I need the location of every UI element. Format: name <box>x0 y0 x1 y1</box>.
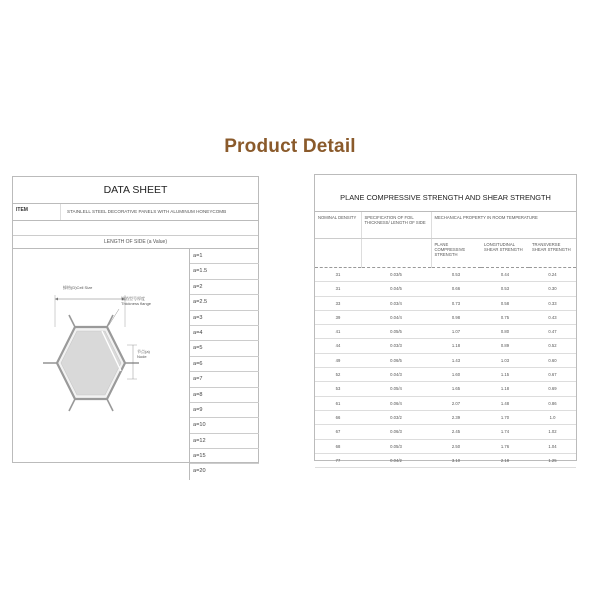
cell-nominal-density: 49 <box>315 353 361 367</box>
side-values-column <box>189 249 259 480</box>
cell-transverse-shear: 0.30 <box>529 282 576 296</box>
strength-table-title: PLANE COMPRESSIVE STRENGTH AND SHEAR STRENGTH <box>315 175 576 212</box>
cell-nominal-density: 44 <box>315 339 361 353</box>
cell-specification: 0.04/5 <box>361 282 431 296</box>
cell-longitudinal-shear: 1.03 <box>481 353 529 367</box>
header-longitudinal-shear: LONGITUDINAL SHEAR STRENGTH <box>481 239 529 268</box>
cell-nominal-density: 67 <box>315 425 361 439</box>
cell-specification: 0.04/2 <box>361 453 431 467</box>
table-row <box>315 282 576 296</box>
cell-plane-compressive: 2.39 <box>431 410 481 424</box>
side-value-cell: a=2 <box>190 280 259 295</box>
item-row <box>13 204 258 221</box>
side-value-cell: a=12 <box>190 434 259 449</box>
item-label: ITEM <box>13 204 61 220</box>
cell-transverse-shear: 0.52 <box>529 339 576 353</box>
cell-plane-compressive: 2.50 <box>431 439 481 453</box>
cell-nominal-density: 41 <box>315 325 361 339</box>
cell-longitudinal-shear: 0.89 <box>481 339 529 353</box>
cell-longitudinal-shear: 1.74 <box>481 425 529 439</box>
side-value-cell: a=3 <box>190 311 259 326</box>
cell-transverse-shear: 0.47 <box>529 325 576 339</box>
cell-longitudinal-shear: 0.53 <box>481 282 529 296</box>
cell-transverse-shear: 1.0 <box>529 410 576 424</box>
side-value-cell: a=1.5 <box>190 264 259 279</box>
cell-transverse-shear: 0.60 <box>529 353 576 367</box>
side-value-cell: a=7 <box>190 372 259 387</box>
cell-longitudinal-shear: 1.18 <box>481 382 529 396</box>
table-row <box>315 368 576 382</box>
table-row <box>315 353 576 367</box>
item-value: STAINLELL STEEL DECORATIVE PANELS WITH ALUMINUM HONEYCOMB <box>67 209 227 214</box>
cell-longitudinal-shear: 2.18 <box>481 453 529 467</box>
cell-specification: 0.03/5 <box>361 268 431 282</box>
header-plane-compressive: PLANE COMPRESSIVE STRENGTH <box>431 239 481 268</box>
cell-longitudinal-shear: 0.75 <box>481 310 529 324</box>
cell-transverse-shear: 1.04 <box>529 439 576 453</box>
cell-plane-compressive: 0.73 <box>431 296 481 310</box>
table-row <box>315 453 576 467</box>
header-nominal-density: NOMINAL DENSITY <box>315 212 361 239</box>
cell-transverse-shear: 1.02 <box>529 425 576 439</box>
cell-transverse-shear: 1.25 <box>529 453 576 467</box>
cell-longitudinal-shear: 1.76 <box>481 439 529 453</box>
side-value-cell: a=20 <box>193 468 206 475</box>
cell-nominal-density: 52 <box>315 368 361 382</box>
cell-plane-compressive: 1.43 <box>431 353 481 367</box>
data-sheet-title: DATA SHEET <box>13 177 258 204</box>
table-row <box>315 382 576 396</box>
cell-plane-compressive: 2.07 <box>431 396 481 410</box>
side-value-cell: a=8 <box>190 388 259 403</box>
cell-nominal-density: 31 <box>315 282 361 296</box>
cell-nominal-density: 66 <box>315 410 361 424</box>
side-value-cell: a=15 <box>190 449 259 464</box>
cell-specification: 0.06/4 <box>361 396 431 410</box>
table-row <box>315 396 576 410</box>
cell-longitudinal-shear: 1.70 <box>481 410 529 424</box>
cell-plane-compressive: 1.60 <box>431 368 481 382</box>
data-sheet-body <box>13 249 258 475</box>
side-value-cell: a=10 <box>190 418 259 433</box>
table-row <box>315 425 576 439</box>
header-blank <box>315 239 361 268</box>
node-label-en: Node <box>137 354 147 359</box>
length-of-side-header: LENGTH OF SIDE (a Value) <box>13 236 258 249</box>
header-transverse-shear: TRANSVERSE SHEAR STRENGTH <box>529 239 576 268</box>
strength-table <box>314 174 577 461</box>
cell-transverse-shear: 0.86 <box>529 396 576 410</box>
honeycomb-cell-diagram <box>41 279 161 419</box>
side-value-cell: a=4 <box>190 326 259 341</box>
side-value-cell: a=1 <box>190 249 259 264</box>
page-title: Product Detail <box>224 136 356 157</box>
cell-nominal-density: 39 <box>315 310 361 324</box>
table-row <box>315 325 576 339</box>
header-mechanical-property: MECHANICAL PROPERTY IN ROOM TEMPERATURE <box>431 212 576 239</box>
cell-transverse-shear: 0.43 <box>529 310 576 324</box>
table-row <box>315 339 576 353</box>
strength-data-table <box>315 212 576 468</box>
cell-plane-compressive: 0.66 <box>431 282 481 296</box>
cell-nominal-density: 68 <box>315 439 361 453</box>
thickness-label-cn: 铝箔型号厚度 <box>121 296 145 301</box>
cell-plane-compressive: 1.18 <box>431 339 481 353</box>
cell-specification: 0.03/4 <box>361 296 431 310</box>
cell-specification: 0.06/5 <box>361 353 431 367</box>
cell-longitudinal-shear: 1.15 <box>481 368 529 382</box>
cell-transverse-shear: 0.67 <box>529 368 576 382</box>
cell-specification: 0.05/4 <box>361 382 431 396</box>
cell-specification: 0.05/5 <box>361 325 431 339</box>
cell-nominal-density: 33 <box>315 296 361 310</box>
cell-size-label: 蜂格(D)Cell Size <box>63 285 93 290</box>
cell-nominal-density: 77 <box>315 453 361 467</box>
cell-plane-compressive: 2.45 <box>431 425 481 439</box>
side-value-cell: a=6 <box>190 357 259 372</box>
cell-transverse-shear: 0.24 <box>529 268 576 282</box>
cell-plane-compressive: 1.65 <box>431 382 481 396</box>
cell-specification: 0.03/3 <box>361 339 431 353</box>
cell-longitudinal-shear: 0.58 <box>481 296 529 310</box>
cell-specification: 0.05/3 <box>361 439 431 453</box>
strength-table-body <box>315 268 576 468</box>
table-row <box>315 439 576 453</box>
table-row <box>315 410 576 424</box>
cell-nominal-density: 53 <box>315 382 361 396</box>
cell-plane-compressive: 0.53 <box>431 268 481 282</box>
cell-nominal-density: 31 <box>315 268 361 282</box>
cell-specification: 0.04/3 <box>361 368 431 382</box>
cell-nominal-density: 61 <box>315 396 361 410</box>
cell-specification: 0.04/4 <box>361 310 431 324</box>
table-row <box>315 296 576 310</box>
side-value-cell: a=2.5 <box>190 295 259 310</box>
table-row <box>315 268 576 282</box>
cell-plane-compressive: 3.10 <box>431 453 481 467</box>
node-label-cn: 节点(a) <box>137 349 150 354</box>
cell-longitudinal-shear: 0.44 <box>481 268 529 282</box>
thickness-label-en: Thickness flange <box>121 301 152 306</box>
cell-plane-compressive: 0.98 <box>431 310 481 324</box>
cell-transverse-shear: 0.69 <box>529 382 576 396</box>
header-blank <box>361 239 431 268</box>
cell-specification: 0.06/3 <box>361 425 431 439</box>
header-specification: SPECIFICATION OF FOIL THICKNESS/ LENGTH OF SIDE <box>361 212 431 239</box>
data-sheet-table <box>12 176 259 475</box>
cell-transverse-shear: 0.33 <box>529 296 576 310</box>
cell-longitudinal-shear: 1.48 <box>481 396 529 410</box>
side-value-cell: a=5 <box>190 341 259 356</box>
cell-specification: 0.03/2 <box>361 410 431 424</box>
side-value-cell: a=9 <box>190 403 259 418</box>
table-row <box>315 310 576 324</box>
spacer-row <box>13 221 258 236</box>
cell-plane-compressive: 1.07 <box>431 325 481 339</box>
cell-longitudinal-shear: 0.80 <box>481 325 529 339</box>
